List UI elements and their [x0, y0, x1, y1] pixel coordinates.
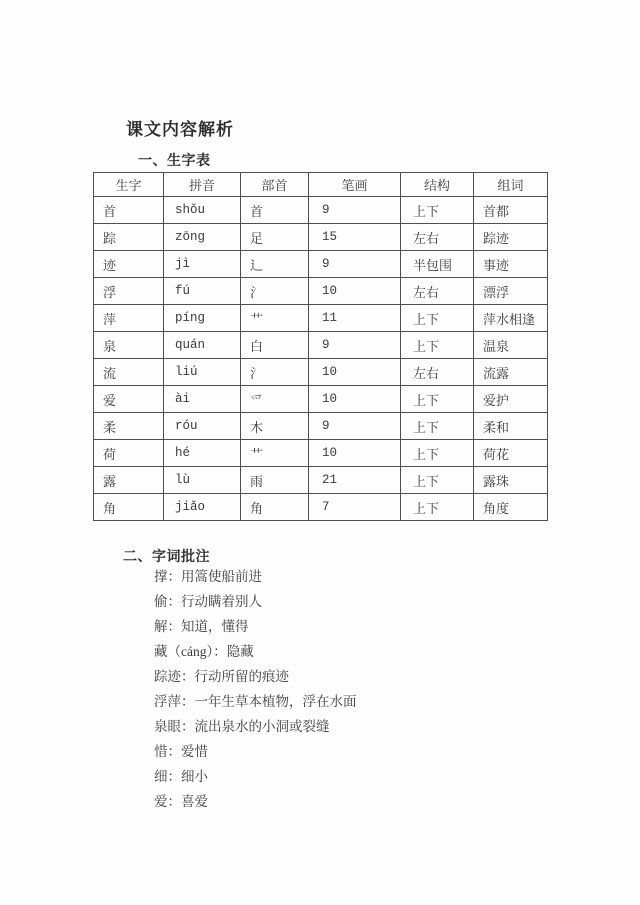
table-cell-strokes: 10 — [309, 359, 401, 386]
table-cell-strokes: 9 — [309, 413, 401, 440]
annotation-item: 泉眼：流出泉水的小洞或裂缝 — [154, 719, 330, 734]
table-row — [94, 305, 548, 332]
table-row — [94, 278, 548, 305]
table-cell-word: 流露 — [474, 359, 548, 386]
table-cell-char: 角 — [94, 494, 164, 521]
table-cell-structure: 上下 — [401, 197, 474, 224]
table-cell-strokes: 9 — [309, 251, 401, 278]
table-cell-pinyin: hé — [164, 440, 241, 467]
table-row — [94, 467, 548, 494]
table-cell-structure: 左右 — [401, 224, 474, 251]
table-row — [94, 440, 548, 467]
annotation-item: 撑：用篙使船前进 — [154, 569, 262, 584]
table-cell-char: 萍 — [94, 305, 164, 332]
table-row — [94, 197, 548, 224]
table-cell-char: 露 — [94, 467, 164, 494]
table-cell-char: 浮 — [94, 278, 164, 305]
table-row — [94, 413, 548, 440]
table-cell-word: 温泉 — [474, 332, 548, 359]
table-cell-pinyin: shǒu — [164, 197, 241, 224]
table-cell-radical: 辶 — [241, 251, 309, 278]
table-cell-structure: 上下 — [401, 413, 474, 440]
table-cell-structure: 上下 — [401, 467, 474, 494]
table-cell-structure: 上下 — [401, 386, 474, 413]
table-cell-radical: 爫 — [241, 386, 309, 413]
table-cell-pinyin: ài — [164, 386, 241, 413]
table-cell-strokes: 10 — [309, 386, 401, 413]
table-cell-strokes: 21 — [309, 467, 401, 494]
table-row — [94, 332, 548, 359]
table-cell-structure: 上下 — [401, 305, 474, 332]
table-cell-radical: 白 — [241, 332, 309, 359]
table-cell-structure: 上下 — [401, 440, 474, 467]
column-header: 结构 — [401, 173, 474, 197]
table-cell-structure: 左右 — [401, 359, 474, 386]
table-row — [94, 359, 548, 386]
table-cell-char: 踪 — [94, 224, 164, 251]
table-cell-word: 爱护 — [474, 386, 548, 413]
page-title: 课文内容解析 — [126, 120, 234, 139]
table-cell-char: 爱 — [94, 386, 164, 413]
table-cell-radical: 木 — [241, 413, 309, 440]
table-cell-char: 柔 — [94, 413, 164, 440]
table-cell-word: 角度 — [474, 494, 548, 521]
table-cell-strokes: 10 — [309, 278, 401, 305]
table-cell-pinyin: róu — [164, 413, 241, 440]
table-cell-word: 柔和 — [474, 413, 548, 440]
table-header-row — [94, 173, 548, 197]
table-cell-char: 首 — [94, 197, 164, 224]
column-header: 笔画 — [309, 173, 401, 197]
table-cell-char: 泉 — [94, 332, 164, 359]
annotation-item: 惜：爱惜 — [154, 744, 208, 759]
annotation-item: 藏（cáng）：隐藏 — [154, 644, 254, 659]
annotation-item: 爱：喜爱 — [154, 794, 208, 809]
table-body — [94, 197, 548, 521]
table-cell-char: 迹 — [94, 251, 164, 278]
table-cell-radical: 氵 — [241, 278, 309, 305]
table-row — [94, 251, 548, 278]
table-row — [94, 494, 548, 521]
table-cell-pinyin: jì — [164, 251, 241, 278]
table-cell-pinyin: quán — [164, 332, 241, 359]
table-cell-structure: 左右 — [401, 278, 474, 305]
table-cell-radical: 首 — [241, 197, 309, 224]
table-cell-structure: 上下 — [401, 494, 474, 521]
column-header: 生字 — [94, 173, 164, 197]
annotation-item: 细：细小 — [154, 769, 208, 784]
table-cell-structure: 上下 — [401, 332, 474, 359]
table-cell-word: 荷花 — [474, 440, 548, 467]
table-cell-radical: 角 — [241, 494, 309, 521]
annotation-item: 解：知道，懂得 — [154, 619, 249, 634]
section-heading-new-characters: 一、生字表 — [138, 152, 211, 168]
table-cell-pinyin: fú — [164, 278, 241, 305]
column-header: 组词 — [474, 173, 548, 197]
table-cell-radical: 氵 — [241, 359, 309, 386]
table-cell-pinyin: liú — [164, 359, 241, 386]
table-row — [94, 386, 548, 413]
table-cell-word: 首都 — [474, 197, 548, 224]
table-cell-char: 流 — [94, 359, 164, 386]
annotations-list — [154, 564, 574, 814]
table-cell-radical: 艹 — [241, 305, 309, 332]
table-cell-strokes: 11 — [309, 305, 401, 332]
annotation-item: 偷：行动瞒着别人 — [154, 594, 262, 609]
new-characters-table — [93, 172, 548, 521]
table-cell-word: 漂浮 — [474, 278, 548, 305]
table-cell-char: 荷 — [94, 440, 164, 467]
table-cell-strokes: 15 — [309, 224, 401, 251]
table-cell-radical: 雨 — [241, 467, 309, 494]
table-cell-strokes: 7 — [309, 494, 401, 521]
table-cell-radical: 艹 — [241, 440, 309, 467]
table-cell-pinyin: lù — [164, 467, 241, 494]
table-cell-radical: 足 — [241, 224, 309, 251]
table-cell-structure: 半包围 — [401, 251, 474, 278]
table-cell-pinyin: zōng — [164, 224, 241, 251]
column-header: 部首 — [241, 173, 309, 197]
table-row — [94, 224, 548, 251]
table-cell-strokes: 10 — [309, 440, 401, 467]
table-cell-pinyin: píng — [164, 305, 241, 332]
section-heading-word-annotations: 二、字词批注 — [123, 548, 210, 564]
column-header: 拼音 — [164, 173, 241, 197]
table-cell-strokes: 9 — [309, 197, 401, 224]
table-cell-pinyin: jiǎo — [164, 494, 241, 521]
table-cell-strokes: 9 — [309, 332, 401, 359]
table-cell-word: 踪迹 — [474, 224, 548, 251]
table-cell-word: 事迹 — [474, 251, 548, 278]
table-cell-word: 萍水相逢 — [474, 305, 548, 332]
table-cell-word: 露珠 — [474, 467, 548, 494]
annotation-item: 踪迹：行动所留的痕迹 — [154, 669, 289, 684]
annotation-item: 浮萍：一年生草本植物，浮在水面 — [154, 694, 357, 709]
